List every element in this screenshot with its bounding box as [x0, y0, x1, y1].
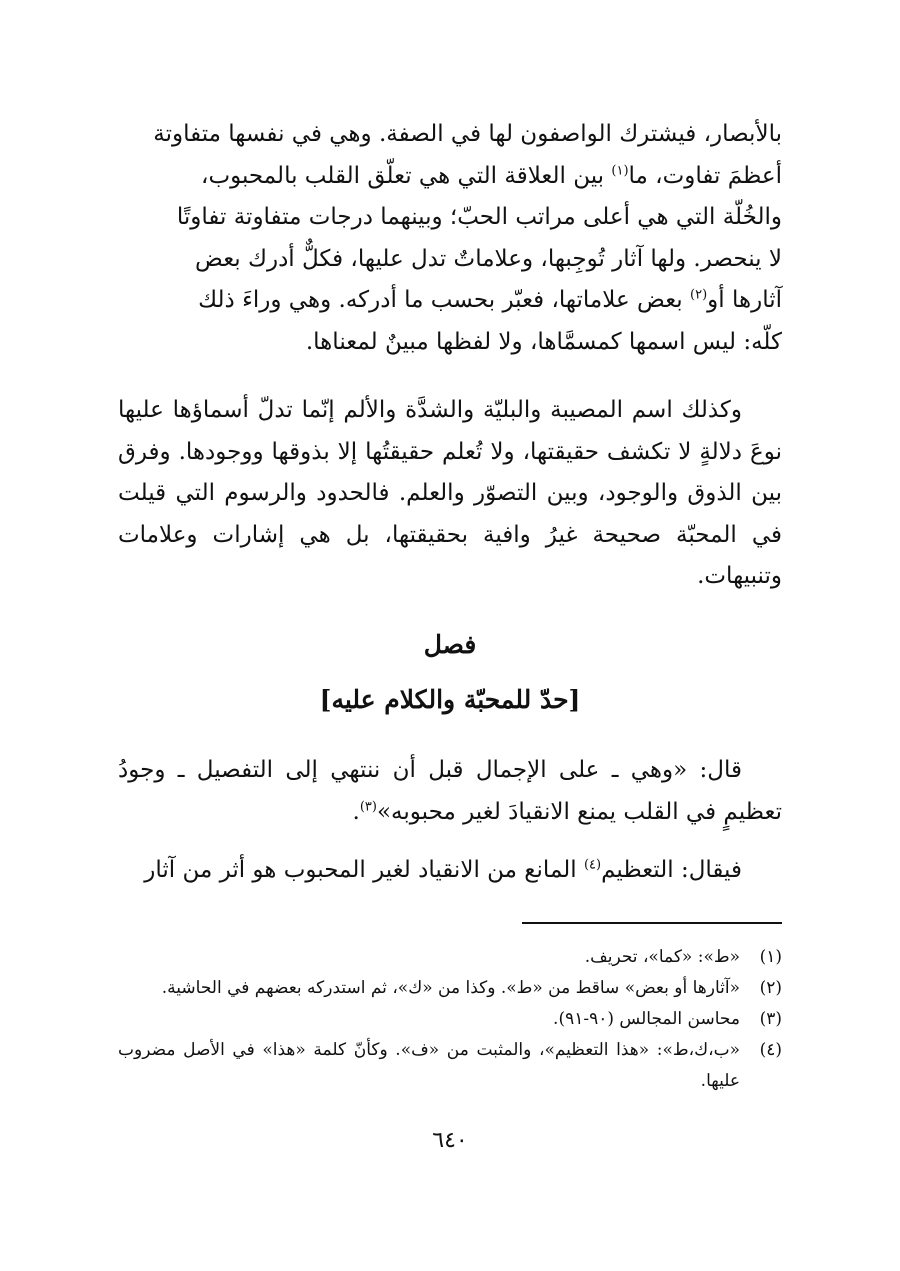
footnote-1	[118, 942, 782, 973]
paragraph-4-text-before: فيقال: التعظيم	[601, 857, 742, 883]
line: بين العلاقة التي هي تعلّق القلب بالمحبوب،	[201, 162, 605, 189]
section-subtitle: [حدّ للمحبّة والكلام عليه]	[319, 685, 581, 714]
footnote-number: (١)	[759, 947, 782, 967]
line: والخُلّة التي هي أعلى مراتب الحبّ؛ وبينهما درجات متفاوتة تفاوتًا	[176, 204, 782, 230]
paragraph-1	[118, 114, 782, 363]
footnote-number: (٢)	[759, 978, 782, 998]
line: كلّه: ليس اسمها كمسمَّاها، ولا لفظها مبينٌ لمعناها.	[305, 328, 782, 355]
line: لا ينحصر. ولها آثار تُوجِبها، وعلاماتٌ تدل عليها، فكلٌّ أدرك بعض	[195, 245, 782, 272]
paragraph-2-body	[118, 390, 782, 598]
paragraph-3-tail: .	[352, 798, 360, 825]
footnote-text: «ب،ك،ط»: «هذا التعظيم»، والمثبت من «ف». وكأنّ كلمة «هذا» في الأصل مضروب عليها.	[118, 1040, 740, 1091]
footnote-number: (٣)	[759, 1009, 782, 1029]
paragraph-1-text	[118, 114, 782, 363]
paragraph-2-text: وكذلك اسم المصيبة والبليّة والشدَّة والألم إنّما تدلّ أسماؤها عليها نوعَ دلالةٍ لا تكشف حقيقتها، ولا تُعلم حقيقتُها إلا بذوقها ووجودها. وفرق بين الذوق والوجود، وبين التصوّر والعلم. فالحدود والرسوم التي قيلت في المحبّة صحيحة غيرُ وافية بحقيقتها، بل هي إشارات وعلامات وتنبيهات.	[118, 397, 783, 589]
footnote-ref-2[interactable]: (٢)	[690, 287, 708, 303]
paragraph-3-body	[118, 750, 782, 833]
line: أعظمَ تفاوت، ما	[628, 162, 782, 189]
section-heading: فصل	[423, 630, 477, 659]
footnote-text: «ط»: «كما»، تحريف.	[584, 947, 740, 967]
footnote-number: (٤)	[759, 1040, 782, 1060]
footnote-ref-4[interactable]: (٤)	[583, 857, 602, 873]
footnote-ref-1[interactable]: (١)	[611, 162, 629, 178]
paragraph-2	[118, 390, 782, 598]
line: بالأبصار، فيشترك الواصفون لها في الصفة. وهي في نفسها متفاوتة	[153, 121, 782, 147]
footnote-2	[118, 973, 782, 1004]
paragraph-4-text-after: المانع من الانقياد لغير المحبوب هو أثر من آثار	[144, 857, 577, 883]
paragraph-3-text: قال: «وهي ـ على الإجمال قبل أن ننتهي إلى التفصيل ـ وجودُ تعظيمٍ في القلب يمنع الانقيادَ لغير محبوبه»	[118, 757, 782, 825]
page-number: ٦٤٠	[432, 1128, 468, 1153]
footnote-text: «آثارها أو بعض» ساقط من «ط». وكذا من «ك»، ثم استدركه بعضهم في الحاشية.	[161, 978, 740, 998]
footnote-divider	[522, 922, 782, 924]
line: بعض علاماتها، فعبّر بحسب ما أدركه. وهي وراءَ ذلك	[198, 287, 683, 313]
footnote-text: محاسن المجالس (٩٠-٩١).	[553, 1009, 740, 1029]
line: آثارها أو	[707, 287, 782, 313]
footnote-4	[118, 1035, 782, 1097]
paragraph-4	[118, 850, 782, 892]
footnote-3	[118, 1004, 782, 1035]
paragraph-4-body	[118, 850, 782, 892]
footnotes	[118, 942, 782, 1097]
paragraph-3	[118, 750, 782, 833]
footnote-ref-3[interactable]: (٣)	[359, 798, 377, 814]
